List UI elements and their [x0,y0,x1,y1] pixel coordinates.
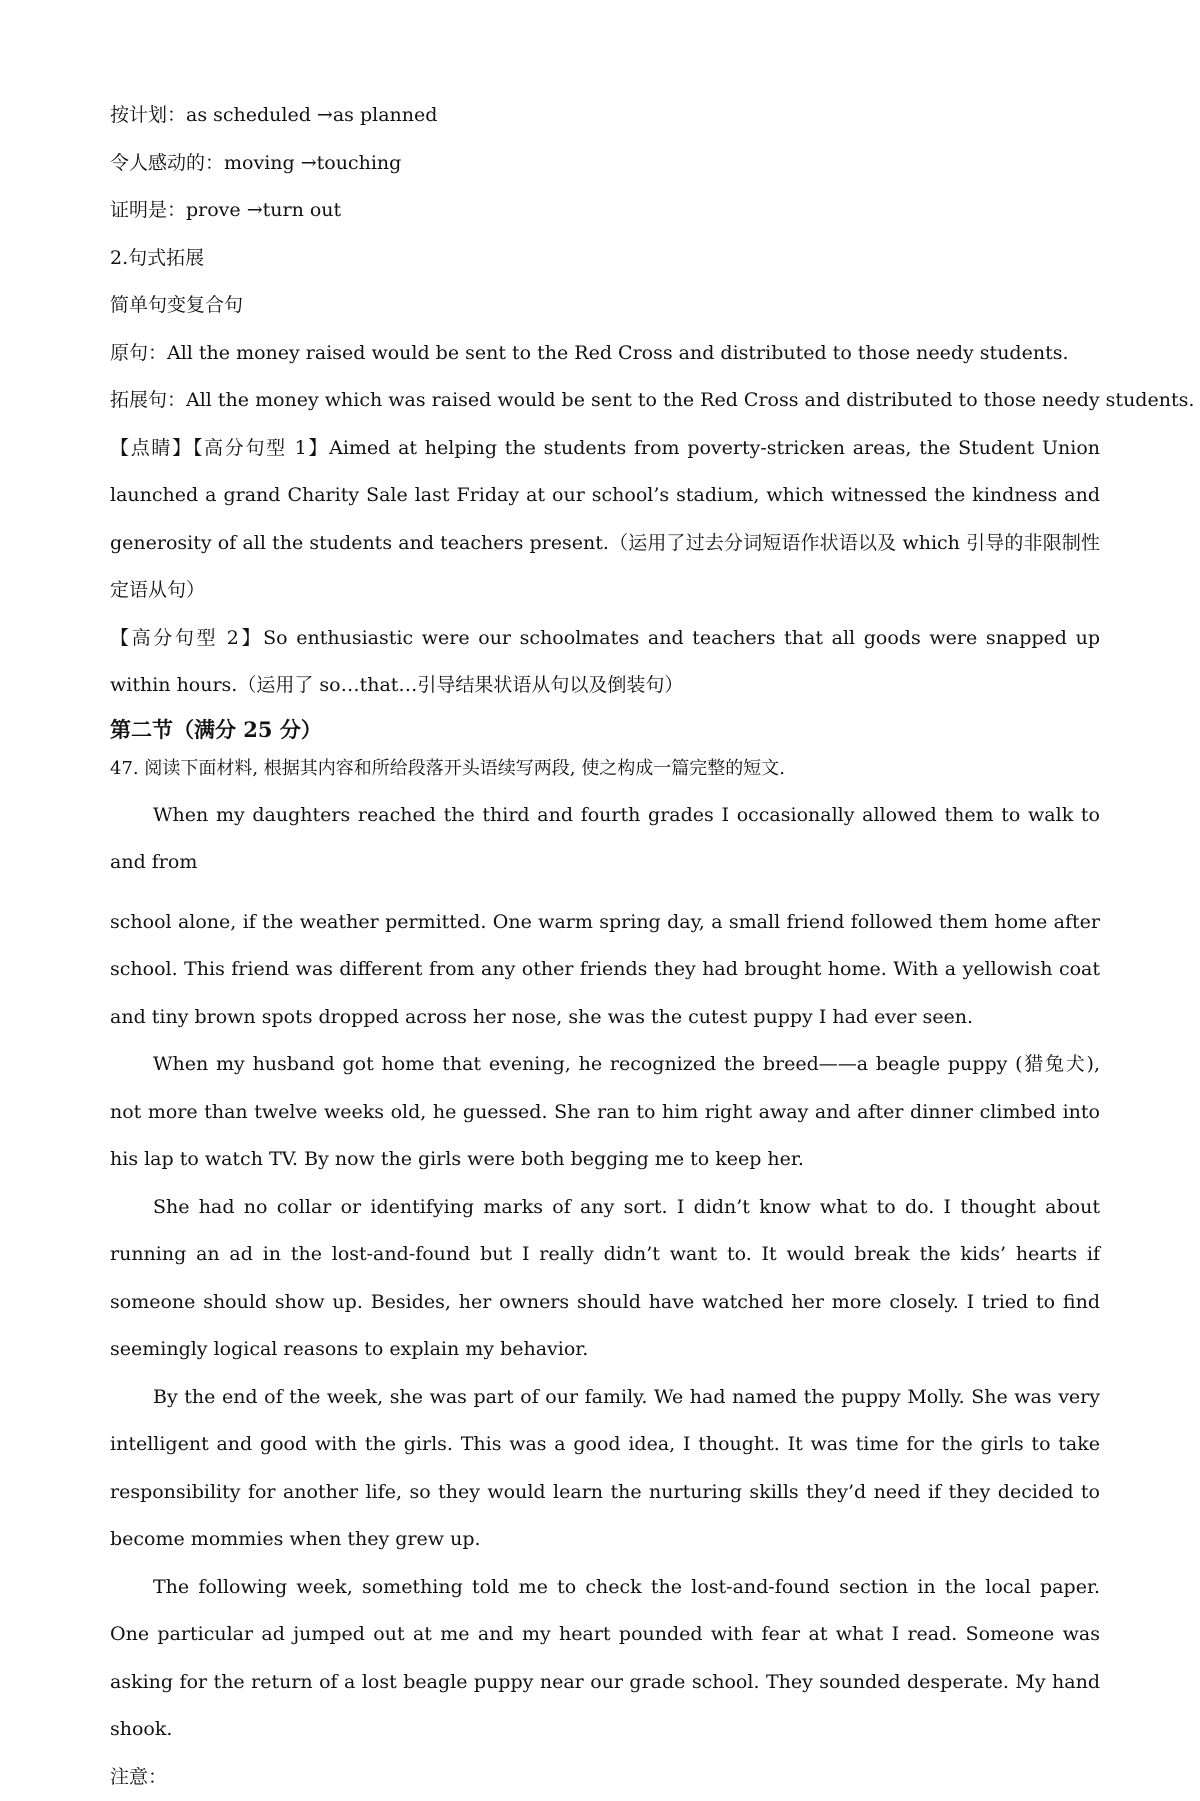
original-sentence: 原句：All the money raised would be sent to the Red Cross and distributed to those needy students. [110,330,1100,378]
story-paragraph-5: The following week, something told me to check the lost-and-found section in the local paper. One particular ad jumped out at me and my heart pounded with fear at what I read. Someone was asking for the return of a lost beagle puppy near our grade school. They sounded desperate. My hand shook. [110,1564,1100,1754]
subsection-label-simple-to-complex: 简单句变复合句 [110,282,1100,330]
section-label-sentence-expansion: 2.句式拓展 [110,235,1100,283]
story-paragraph-1 [110,792,1100,1042]
story-paragraph-2: When my husband got home that evening, he recognized the breed——a beagle puppy (猎兔犬), not more than twelve weeks old, he guessed. She ran to him right away and after dinner climbed into his lap to watch TV. By now the girls were both begging me to keep her. [110,1041,1100,1184]
story-paragraph-1-first-line: When my daughters reached the third and fourth grades I occasionally allowed them to walk to and from [110,792,1100,887]
highlight-sentence-2: 【高分句型 2】So enthusiastic were our schoolmates and teachers that all goods were snapped up within hours.（运用了 so…that…引导结果状语从句以及倒装句） [110,615,1100,710]
story-paragraph-1-rest: school alone, if the weather permitted. One warm spring day, a small friend followed them home after school. This friend was different from any other friends they had brought home. With a yellowish coat and tiny brown spots dropped across her nose, she was the cutest puppy I had ever seen. [110,899,1100,1042]
note-label: 注意： [110,1754,1100,1801]
vocab-line-touching: 令人感动的：moving →touching [110,140,1100,188]
expanded-sentence: 拓展句：All the money which was raised would be sent to the Red Cross and distributed to those needy students. [110,377,1100,425]
story-paragraph-3: She had no collar or identifying marks of any sort. I didn’t know what to do. I thought about running an ad in the lost-and-found but I really didn’t want to. It would break the kids’ hearts if someone should show up. Besides, her owners should have watched her more closely. I tried to find seemingly logical reasons to explain my behavior. [110,1184,1100,1374]
vocab-line-turn-out: 证明是：prove →turn out [110,187,1100,235]
vocab-line-as-planned: 按计划：as scheduled →as planned [110,92,1100,140]
section-heading: 第二节（满分 25 分） [110,710,1100,750]
story-paragraph-4: By the end of the week, she was part of our family. We had named the puppy Molly. She was very intelligent and good with the girls. This was a good idea, I thought. It was time for the girls to take responsibility for another life, so they would learn the nurturing skills they’d need if they decided to become mommies when they grew up. [110,1374,1100,1564]
highlight-sentence-1: 【点睛】【高分句型 1】Aimed at helping the students from poverty-stricken areas, the Student Union launched a grand Charity Sale last Friday at our school’s stadium, which witnessed the kindness and generosity of all the students and teachers present.（运用了过去分词短语作状语以及 which 引导的非限制性定语从句） [110,425,1100,615]
document-page [110,92,1100,1801]
question-title: 47. 阅读下面材料, 根据其内容和所给段落开头语续写两段, 使之构成一篇完整的短文. [110,750,1100,788]
